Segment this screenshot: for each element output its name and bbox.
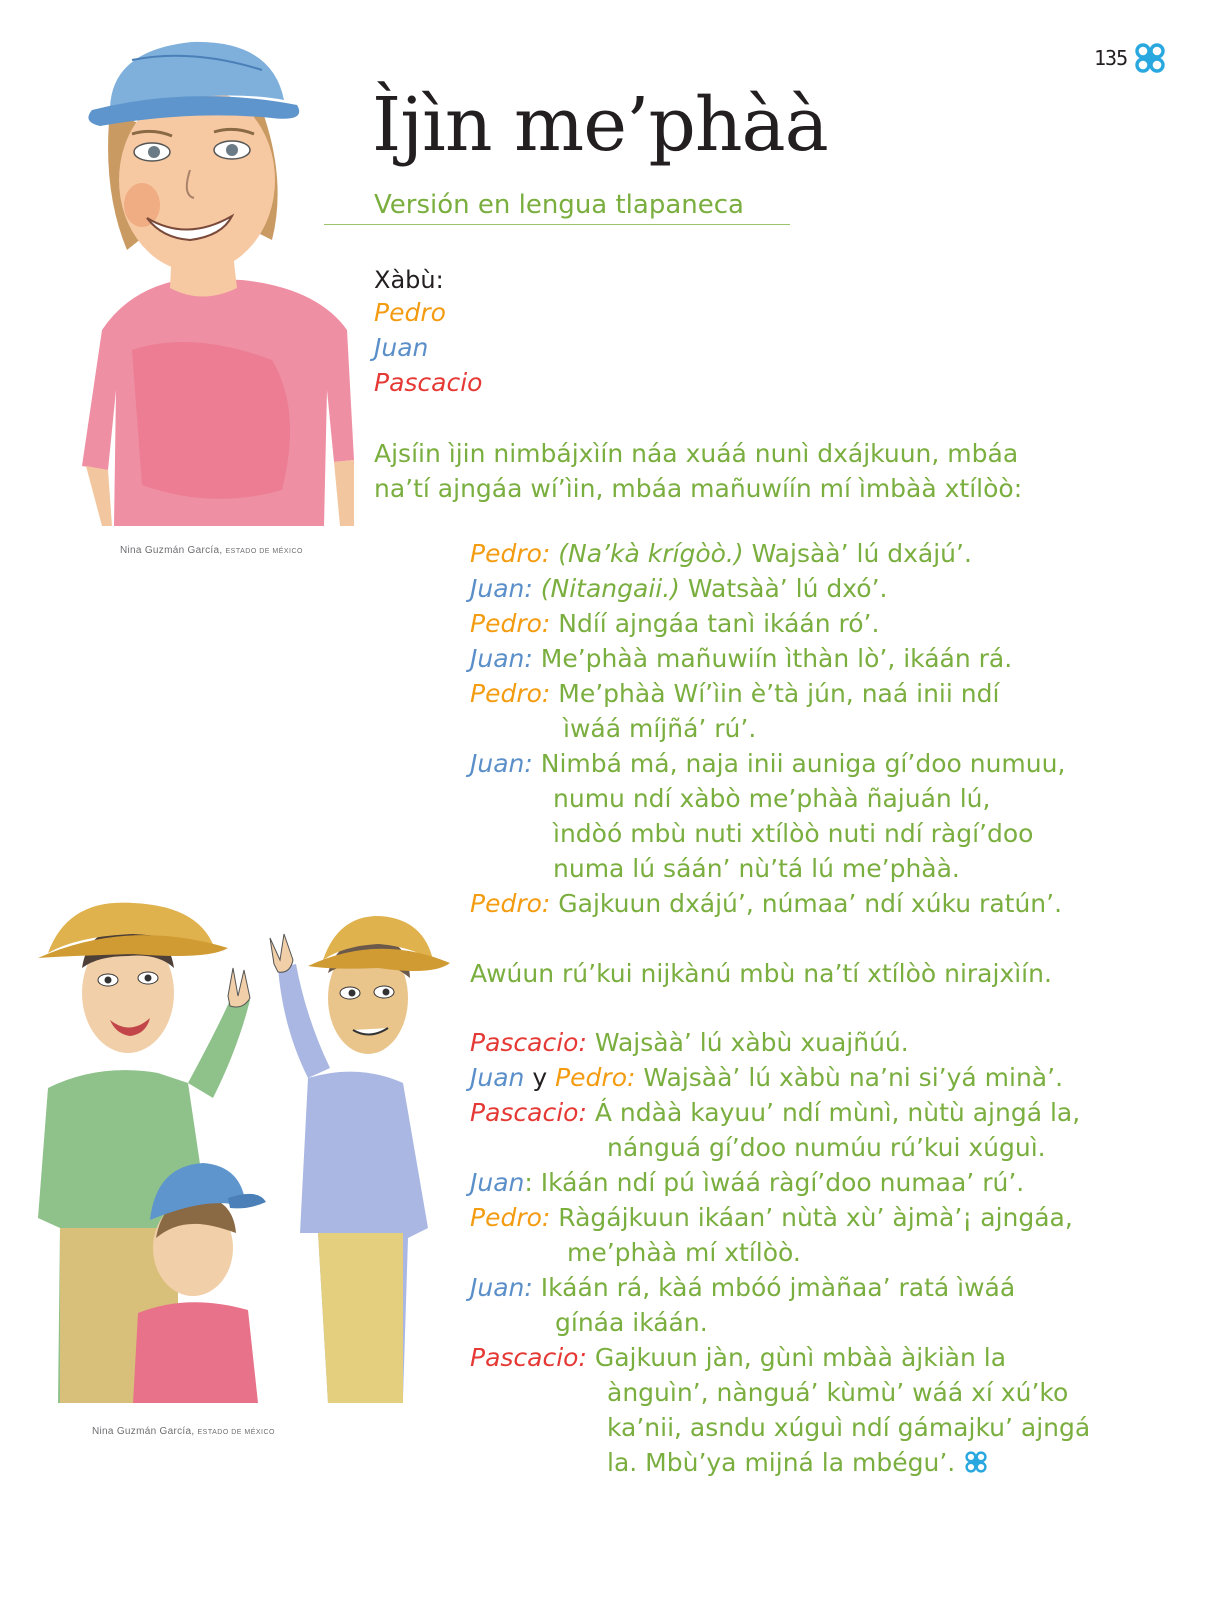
line-text: Ikáán rá, kàá mbóó jmàñaa’ ratá ìwáá — [540, 1273, 1016, 1302]
speaker-conjunction: y — [532, 1063, 548, 1092]
cast-name-pedro: Pedro — [374, 298, 446, 327]
line-text: Ndíí ajngáa tanì ikáán ró’. — [558, 609, 880, 638]
dialogue-line-continuation: numa lú sáán’ nù’tá lú me’phàà. — [553, 854, 960, 883]
dialogue-line — [470, 746, 1065, 781]
credit-place: ESTADO DE MÉXICO — [197, 1429, 275, 1436]
line-text: la. Mbù’ya mijná la mbégu’. — [607, 1448, 956, 1477]
line-text: Me’phàà mañuwiín ìthàn lò’, ikáán rá. — [540, 644, 1013, 673]
dialogue-line — [470, 1025, 909, 1060]
dialogue-line — [470, 1165, 1024, 1200]
speaker-pedro: Pedro: — [470, 539, 551, 568]
speaker-pedro: Pedro: — [555, 1063, 636, 1092]
line-text: Gajkuun jàn, gùnì mbàà àjkiàn la — [594, 1343, 1007, 1372]
dialogue-line — [470, 676, 999, 711]
cast-label: Xàbù: — [374, 266, 444, 294]
line-text: Gajkuun dxájú’, númaa’ ndí xúku ratún’. — [558, 889, 1063, 918]
dialogue-line — [470, 1095, 1080, 1130]
line-text: Wajsàà’ lú dxájú’. — [751, 539, 972, 568]
speaker-juan: Juan — [470, 1063, 525, 1092]
speaker-juan: Juan — [470, 1168, 525, 1197]
page-title: Ìjìn me’phàà — [372, 82, 828, 168]
line-text: Wajsàà’ lú xàbù na’ni si’yá minà’. — [643, 1063, 1064, 1092]
speaker-pedro: Pedro: — [470, 609, 551, 638]
speaker-pedro: Pedro: — [470, 679, 551, 708]
dialogue-line-continuation — [607, 1445, 989, 1480]
line-text: Ràgájkuun ikáan’ nùtà xù’ àjmà’¡ ajngáa, — [558, 1203, 1073, 1232]
intro-line: Ajsíin ìjin nimbájxìín náa xuáá nunì dxájkuun, mbáa — [374, 439, 1019, 468]
illustration-credit — [120, 545, 303, 556]
dialogue-line — [470, 606, 879, 641]
line-text: Watsàà’ lú dxó’. — [687, 574, 888, 603]
dialogue-line — [470, 536, 972, 571]
credit-name: Nina Guzmán García, — [120, 545, 223, 556]
dialogue-line-continuation: me’phàà mí xtílòò. — [567, 1238, 801, 1267]
cast-name-pascacio: Pascacio — [374, 368, 483, 397]
stage-direction: (Nitangaii.) — [540, 574, 680, 603]
speaker-juan: Juan: — [470, 644, 533, 673]
speaker-pedro: Pedro: — [470, 889, 551, 918]
knot-end-icon — [963, 1449, 989, 1475]
dialogue-line-continuation: nánguá gí’doo numúu rú’kui xúguì. — [607, 1133, 1046, 1162]
line-text: Wajsàà’ lú xàbù xuajñúú. — [594, 1028, 909, 1057]
speaker-pascacio: Pascacio: — [470, 1343, 587, 1372]
dialogue-line — [470, 886, 1062, 921]
credit-place: ESTADO DE MÉXICO — [225, 548, 303, 555]
intro-line: na’tí ajngáa wí’ìin, mbáa mañuwíín mí ìmbàà xtílòò: — [374, 474, 1023, 503]
speaker-juan: Juan: — [470, 574, 533, 603]
cast-name-juan: Juan — [374, 333, 429, 362]
dialogue-line — [470, 1270, 1015, 1305]
speaker-pedro: Pedro: — [470, 1203, 551, 1232]
illustration-boy-blue-cap — [72, 30, 364, 532]
dialogue-line-continuation: numu ndí xàbò me’phàà ñajuán lú, — [553, 784, 991, 813]
line-text: Nimbá má, naja inii auniga gí’doo numuu, — [540, 749, 1066, 778]
dialogue-line-continuation: ìwáá míjñá’ rú’. — [563, 714, 757, 743]
dialogue-line-continuation: ka’nii, asndu xúguì ndí gámajku’ ajngá — [607, 1413, 1091, 1442]
line-text: Me’phàà Wí’ìin è’tà jún, naá inii ndí — [558, 679, 1000, 708]
speaker-juan: Juan: — [470, 749, 533, 778]
dialogue-line — [470, 1200, 1073, 1235]
knot-emblem-icon — [1132, 40, 1168, 76]
page-number: 135 — [1094, 46, 1128, 70]
credit-name: Nina Guzmán García, — [92, 1426, 195, 1437]
speaker-juan: Juan: — [470, 1273, 533, 1302]
illustration-credit — [92, 1426, 275, 1437]
dialogue-line-continuation: ànguìn’, nànguá’ kùmù’ wáá xí xú’ko — [607, 1378, 1069, 1407]
line-text: : Ikáán ndí pú ìwáá ràgí’doo numaa’ rú’. — [524, 1168, 1025, 1197]
line-text: Á ndàà kayuu’ ndí mùnì, nùtù ajngá la, — [594, 1098, 1081, 1127]
speaker-pascacio: Pascacio: — [470, 1098, 587, 1127]
narration: Awúun rú’kui nijkànú mbù na’tí xtílòò nirajxìín. — [470, 959, 1052, 988]
page-subtitle: Versión en lengua tlapaneca — [374, 190, 744, 220]
dialogue-line-continuation: ìndòó mbù nuti xtílòò nuti ndí ràgí’doo — [553, 819, 1034, 848]
speaker-pascacio: Pascacio: — [470, 1028, 587, 1057]
illustration-three-boys — [38, 898, 458, 1418]
subtitle-rule — [324, 224, 790, 225]
stage-direction: (Na’kà krígòò.) — [558, 539, 744, 568]
dialogue-line-continuation: gínáa ikáán. — [555, 1308, 708, 1337]
dialogue-line — [470, 1340, 1006, 1375]
dialogue-line — [470, 1060, 1063, 1095]
dialogue-line — [470, 571, 888, 606]
dialogue-line — [470, 641, 1012, 676]
